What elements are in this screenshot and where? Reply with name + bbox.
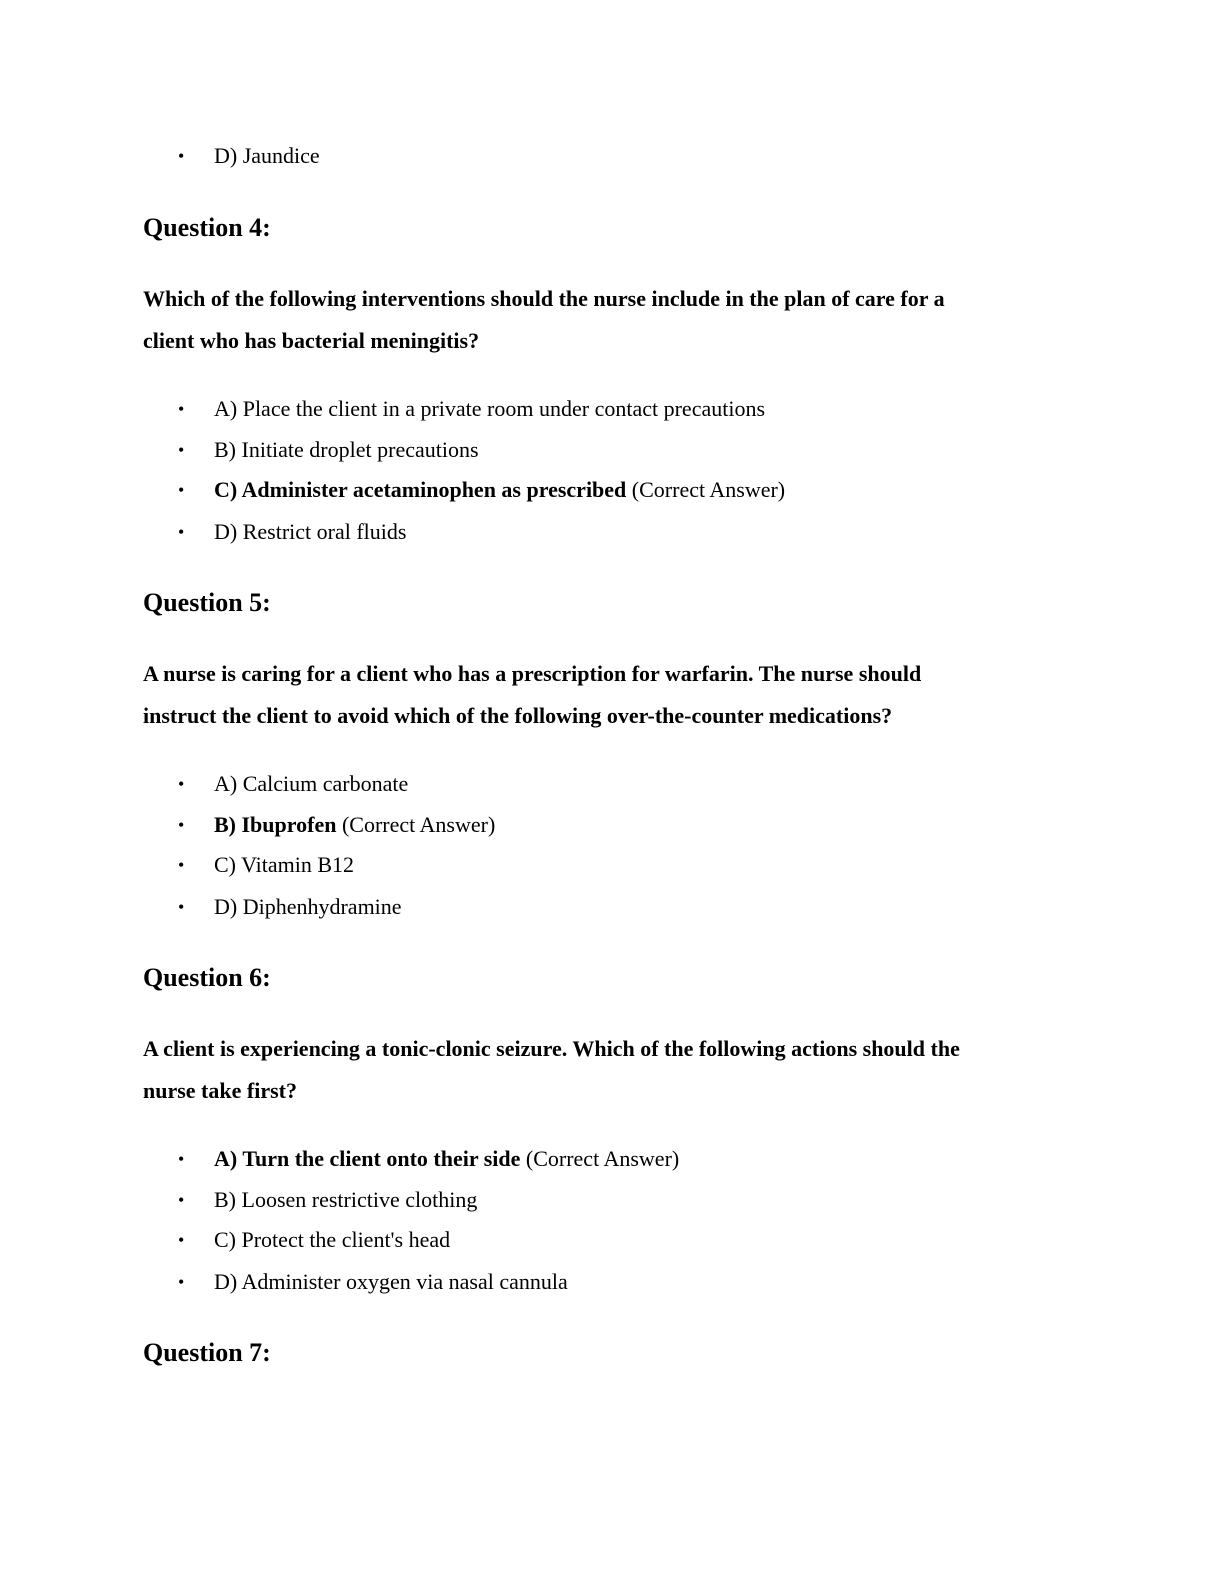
bullet-icon: • bbox=[178, 774, 185, 794]
question-text bbox=[143, 653, 1063, 737]
option-label: C) Protect the client's head bbox=[214, 1227, 451, 1252]
question-text-line: A nurse is caring for a client who has a prescription for warfarin. The nurse should bbox=[143, 661, 922, 686]
option-label bbox=[214, 1144, 679, 1174]
bullet-icon: • bbox=[178, 1272, 185, 1292]
bullet-icon: • bbox=[178, 399, 185, 419]
bullet-icon: • bbox=[178, 146, 185, 166]
bullet-icon: • bbox=[178, 1149, 185, 1169]
correct-option-label: B) Ibuprofen bbox=[214, 812, 337, 837]
question-heading: Question 4: bbox=[143, 213, 271, 242]
bullet-icon: • bbox=[178, 855, 185, 875]
question-text bbox=[143, 278, 1063, 362]
question-text bbox=[143, 1028, 1063, 1112]
option-label bbox=[214, 475, 785, 505]
correct-answer-note: (Correct Answer) bbox=[525, 1146, 680, 1171]
bullet-icon: • bbox=[178, 815, 185, 835]
option-label: D) Administer oxygen via nasal cannula bbox=[214, 1269, 568, 1294]
bullet-icon: • bbox=[178, 897, 185, 917]
option-label: B) Initiate droplet precautions bbox=[214, 437, 479, 462]
bullet-icon: • bbox=[178, 480, 185, 500]
question-text-line: A client is experiencing a tonic-clonic seizure. Which of the following actions should the bbox=[143, 1036, 960, 1061]
option-label: D) Jaundice bbox=[214, 143, 320, 168]
question-text-line: nurse take first? bbox=[143, 1078, 297, 1103]
option-label bbox=[214, 810, 495, 840]
question-text-line: client who has bacterial meningitis? bbox=[143, 328, 480, 353]
option-label: A) Place the client in a private room under contact precautions bbox=[214, 396, 766, 421]
option-label: B) Loosen restrictive clothing bbox=[214, 1187, 478, 1212]
bullet-icon: • bbox=[178, 440, 185, 460]
option-label: A) Calcium carbonate bbox=[214, 771, 409, 796]
option-label: D) Restrict oral fluids bbox=[214, 519, 407, 544]
bullet-icon: • bbox=[178, 1190, 185, 1210]
correct-answer-note: (Correct Answer) bbox=[341, 812, 496, 837]
question-heading: Question 6: bbox=[143, 963, 271, 992]
bullet-icon: • bbox=[178, 522, 185, 542]
question-heading: Question 7: bbox=[143, 1338, 271, 1367]
correct-option-label: C) Administer acetaminophen as prescribed bbox=[214, 477, 627, 502]
option-label: D) Diphenhydramine bbox=[214, 894, 402, 919]
correct-option-label: A) Turn the client onto their side bbox=[214, 1146, 521, 1171]
question-text-line: instruct the client to avoid which of the following over-the-counter medications? bbox=[143, 703, 893, 728]
question-text-line: Which of the following interventions should the nurse include in the plan of care for a bbox=[143, 286, 945, 311]
question-heading: Question 5: bbox=[143, 588, 271, 617]
bullet-icon: • bbox=[178, 1230, 185, 1250]
option-label: C) Vitamin B12 bbox=[214, 852, 355, 877]
correct-answer-note: (Correct Answer) bbox=[631, 477, 786, 502]
